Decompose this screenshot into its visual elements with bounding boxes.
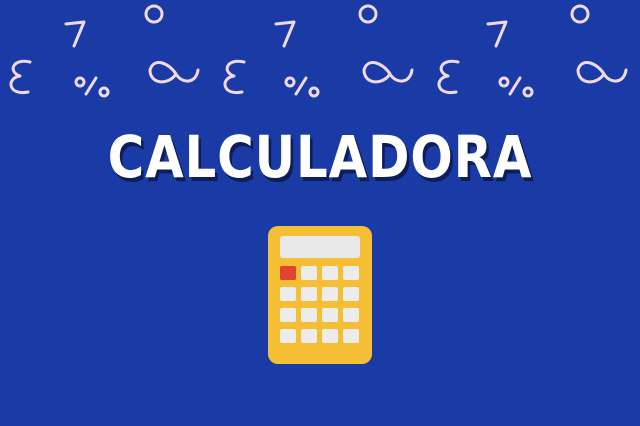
calculator-key <box>301 329 317 343</box>
page-title: CALCULADORA <box>107 123 533 191</box>
calculator-key <box>322 287 338 301</box>
seven-icon <box>488 22 506 46</box>
doodle-group <box>11 6 198 96</box>
epsilon-icon <box>439 61 458 92</box>
calculator-key <box>280 287 296 301</box>
calculator-key <box>280 308 296 322</box>
degree-icon <box>572 6 588 22</box>
degree-icon <box>146 6 162 22</box>
calculator-key <box>322 266 338 280</box>
calculator-key <box>343 266 359 280</box>
calculator-icon <box>268 226 372 364</box>
seven-icon <box>276 22 294 46</box>
infinity-icon <box>364 62 412 81</box>
doodle-group <box>439 6 626 96</box>
calculator-key <box>301 308 317 322</box>
calculator-key <box>301 266 317 280</box>
calculator-key <box>322 308 338 322</box>
infinity-icon <box>578 62 626 81</box>
percent-icon <box>286 78 318 96</box>
infinity-icon <box>150 62 198 81</box>
calculator-display <box>280 236 360 258</box>
calculator-key <box>322 329 338 343</box>
calculator-key <box>280 329 296 343</box>
calculator-key <box>343 287 359 301</box>
epsilon-icon <box>11 61 30 92</box>
calculator-key <box>343 308 359 322</box>
percent-icon <box>500 78 532 96</box>
math-doodles <box>0 0 640 110</box>
doodle-group <box>225 6 412 96</box>
degree-icon <box>360 6 376 22</box>
epsilon-icon <box>225 61 244 92</box>
percent-icon <box>76 78 108 96</box>
seven-icon <box>66 22 84 46</box>
calculator-key <box>301 287 317 301</box>
calculator-key-accent <box>280 266 296 280</box>
calculator-key <box>343 329 359 343</box>
